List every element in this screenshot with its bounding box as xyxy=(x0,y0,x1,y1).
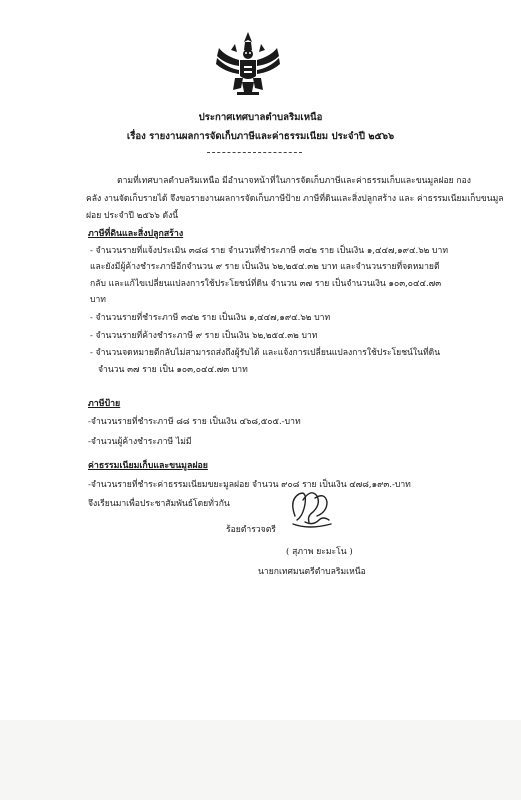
waste-fee-line: -จำนวนรายที่ชำระค่าธรรมเนียมขยะมูลฝอย จำนวน ๙๐๘ ราย เป็นเงิน ๔๗๘,๑๙๓.-บาท xyxy=(88,480,411,490)
announcement-subject: เรื่อง รายงานผลการจัดเก็บภาษีและค่าธรรมเนียม ประจำปี ๒๕๖๖ xyxy=(126,131,395,142)
intro-line: ตามที่เทศบาลตำบลริมเหนือ มีอำนาจหน้าที่ในการจัดเก็บภาษีและค่าธรรมเก็บและขนมูลฝอย กอง xyxy=(117,176,471,186)
land-tax-line: บาท xyxy=(90,295,106,305)
sign-tax-line: -จำนวนรายที่ชำระภาษี ๘๘ ราย เป็นเงิน ๔๖๘,๕๐๕.-บาท xyxy=(88,417,301,427)
signer-position: นายกเทศมนตรีตำบลริมเหนือ xyxy=(258,567,366,577)
signer-rank: ร้อยตำรวจตรี xyxy=(226,525,276,535)
land-tax-heading: ภาษีที่ดินและสิ่งปลูกสร้าง xyxy=(88,229,184,239)
land-tax-line: - จำนวนรายที่ค้างชำระภาษี ๙ ราย เป็นเงิน ๖๒,๒๕๔.๓๒ บาท xyxy=(90,331,318,341)
sign-tax-heading: ภาษีป้าย xyxy=(88,399,121,409)
land-tax-line: - จำนวนจดหมายตีกลับไม่สามารถส่งถึงผู้รับได้ และแจ้งการเปลี่ยนแปลงการใช้ประโยชน์ในที่ดิน xyxy=(90,348,441,358)
land-tax-line: - จำนวนรายที่แจ้งประเมิน ๓๘๘ ราย จำนวนที่ชำระภาษี ๓๔๒ ราย เป็นเงิน ๑,๔๔๗,๑๙๔.๖๒ บาท xyxy=(90,246,448,256)
land-tax-line: จำนวน ๓๗ ราย เป็น ๑๐๓,๐๔๔.๗๓ บาท xyxy=(98,365,248,375)
intro-line: คลัง งานจัดเก็บรายได้ จึงขอรายงานผลการจัดเก็บภาษีป้าย ภาษีที่ดินและสิ่งปลูกสร้าง และ ค่าธรรมเนียมเก็บขนมูล xyxy=(86,194,504,204)
land-tax-line: กลับ และแก้ไขเปลี่ยนแปลงการใช้ประโยชน์ที่ดิน จำนวน ๓๗ ราย เป็นจำนวนเงิน ๑๐๓,๐๔๔.๗๓ xyxy=(90,279,442,289)
intro-line: ฝอย ประจำปี ๒๕๖๖ ดังนี้ xyxy=(86,211,179,221)
waste-fee-heading: ค่าธรรมเนียมเก็บและขนมูลฝอย xyxy=(88,461,208,471)
land-tax-line: และยังมีผู้ค้างชำระภาษีอีกจำนวน ๙ ราย เป็นเงิน ๖๒,๒๕๔.๓๒ บาท และจำนวนรายที่จดหมายตี xyxy=(90,262,440,272)
land-tax-line: - จำนวนรายที่ชำระภาษี ๓๔๒ ราย เป็นเงิน ๑,๔๔๗,๑๙๔.๖๒ บาท xyxy=(90,313,331,323)
title-divider xyxy=(207,152,302,153)
garuda-emblem-icon xyxy=(215,30,281,100)
signer-name: ( สุภาพ ยะมะโน ) xyxy=(286,547,353,557)
announcement-title: ประกาศเทศบาลตำบลริมเหนือ xyxy=(198,112,323,123)
sign-tax-line: -จำนวนผู้ค้างชำระภาษี ไม่มี xyxy=(88,437,192,447)
signature-mark xyxy=(285,486,335,532)
closing-line: จึงเรียนมาเพื่อประชาสัมพันธ์โดยทั่วกัน xyxy=(88,499,230,509)
